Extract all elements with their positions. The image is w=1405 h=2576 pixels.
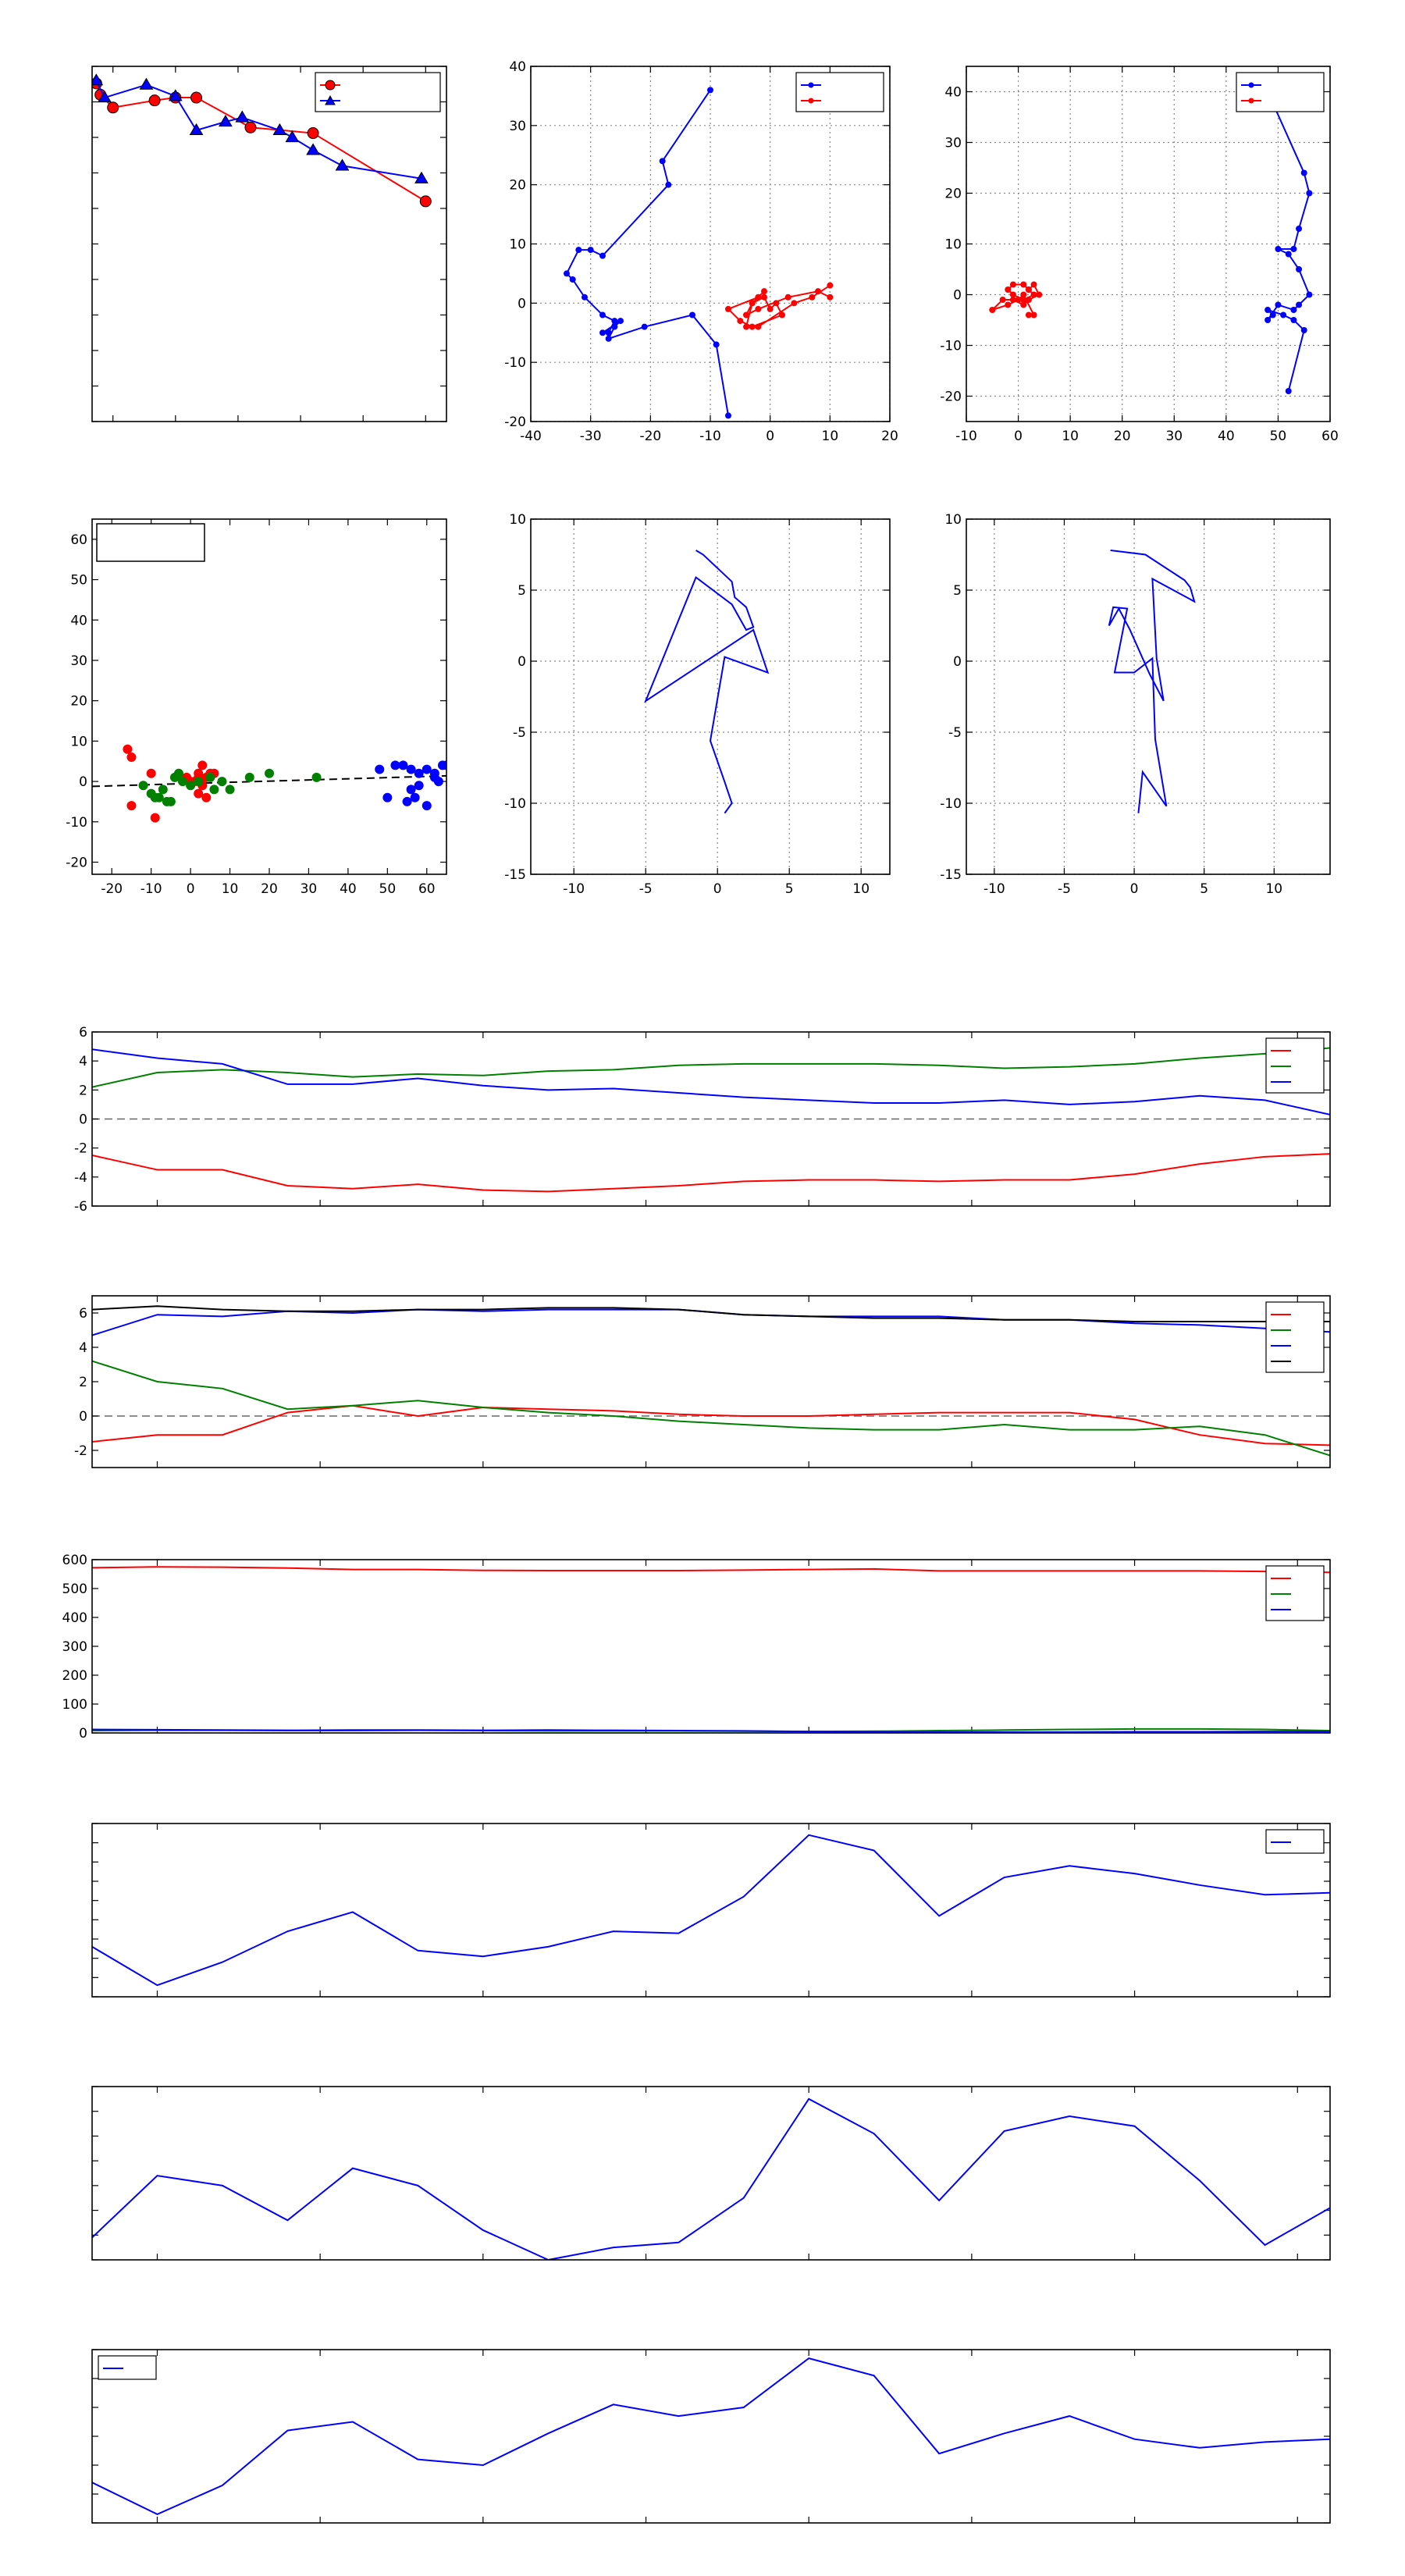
legend: [796, 73, 884, 112]
chart-hodo2: [940, 66, 1339, 444]
data-point: [245, 773, 254, 782]
series-line-|B|: [92, 1306, 1330, 1322]
plot-area: [989, 89, 1312, 395]
data-point: [564, 270, 570, 276]
data-point: [158, 785, 168, 794]
data-point: [1286, 251, 1292, 258]
data-point: [713, 341, 720, 347]
legend: [1236, 73, 1324, 112]
y-tick-label: 200: [62, 1668, 87, 1684]
y-tick-label: 6: [79, 1025, 87, 1041]
data-point: [737, 318, 743, 324]
x-tick-label: 40: [340, 881, 357, 897]
data-point: [126, 801, 136, 810]
data-point: [1270, 312, 1276, 318]
x-tick-label: -40: [520, 429, 542, 444]
data-point: [1290, 317, 1297, 323]
axes-frame: [92, 1560, 1330, 1733]
data-point: [1026, 286, 1032, 293]
chart-hodo1: [504, 59, 898, 444]
y-tick-label: 2: [79, 1375, 87, 1390]
data-point: [827, 283, 833, 289]
data-point: [194, 769, 203, 778]
y-tick-label: 0: [953, 654, 962, 670]
data-point: [382, 793, 392, 802]
chart-hodo4: [940, 512, 1330, 897]
data-point: [191, 92, 202, 103]
x-tick-label: 0: [1129, 881, 1139, 897]
y-tick-label: 0: [79, 1112, 87, 1128]
legend-box: [796, 73, 884, 112]
data-point: [336, 159, 348, 170]
y-tick-label: -2: [74, 1443, 87, 1459]
y-tick-label: -10: [504, 796, 526, 812]
y-tick-label: 10: [509, 512, 526, 528]
legend: [98, 2356, 156, 2379]
axes-frame: [966, 519, 1330, 874]
data-point: [1010, 282, 1016, 288]
chart-tp: [90, 66, 446, 422]
data-point: [599, 312, 606, 318]
series-line-Bn: [92, 1049, 1330, 1115]
data-point: [1016, 297, 1022, 303]
y-tick-label: 20: [509, 177, 526, 194]
data-point: [151, 813, 160, 823]
y-tick-label: 30: [509, 118, 526, 134]
data-point: [1020, 292, 1026, 298]
data-point: [606, 329, 612, 336]
data-point: [217, 777, 226, 786]
data-point: [660, 158, 666, 164]
y-tick-label: 6: [79, 1306, 87, 1322]
y-tick-label: 40: [70, 613, 87, 629]
legend-marker: [325, 80, 335, 90]
data-point: [815, 288, 821, 294]
chart-beta: [92, 1823, 1330, 1997]
plot-area: [92, 1306, 1330, 1455]
x-tick-label: 50: [379, 881, 397, 897]
y-tick-label: -5: [513, 725, 526, 741]
data-point: [197, 760, 207, 770]
y-tick-label: 20: [70, 693, 87, 710]
legend: [1266, 1830, 1324, 1853]
data-point: [375, 765, 384, 774]
y-tick-label: 5: [518, 583, 526, 599]
data-point: [420, 196, 431, 207]
data-point: [430, 773, 439, 782]
chart-np: [92, 2087, 1330, 2260]
x-tick-label: -20: [101, 881, 123, 897]
data-point: [725, 306, 731, 312]
data-point: [743, 312, 749, 318]
data-point: [1026, 312, 1032, 318]
legend: [315, 73, 440, 112]
data-point: [1000, 297, 1006, 303]
x-tick-label: -20: [639, 429, 662, 444]
y-tick-label: -5: [948, 725, 962, 741]
y-tick-label: 10: [509, 237, 526, 253]
data-point: [749, 324, 756, 330]
legend-box: [315, 73, 440, 112]
data-point: [582, 294, 588, 301]
series-line-β_p: [92, 1835, 1330, 1985]
data-point: [725, 412, 731, 418]
y-tick-label: -20: [66, 855, 87, 871]
data-point: [767, 306, 774, 312]
data-point: [1296, 226, 1302, 232]
data-point: [785, 294, 791, 301]
data-point: [226, 785, 235, 794]
data-point: [1306, 190, 1312, 197]
x-tick-label: -10: [955, 429, 977, 444]
x-tick-label: 0: [1014, 429, 1023, 444]
y-tick-label: 30: [70, 653, 87, 669]
data-point: [1005, 286, 1011, 293]
data-point: [707, 87, 713, 93]
data-point: [308, 128, 318, 139]
data-point: [755, 324, 761, 330]
chart-mag_rtn: [74, 1025, 1330, 1215]
data-point: [205, 773, 215, 782]
y-tick-label: -15: [504, 867, 526, 883]
data-point: [236, 112, 248, 123]
data-point: [1264, 317, 1271, 323]
data-point: [749, 300, 756, 306]
data-point: [151, 793, 160, 802]
data-point: [1020, 302, 1026, 308]
data-point: [1296, 266, 1302, 272]
x-tick-label: 60: [1321, 429, 1339, 444]
data-point: [139, 781, 148, 790]
series-line-Vr: [92, 1567, 1330, 1572]
x-tick-label: -10: [563, 881, 585, 897]
data-point: [755, 306, 761, 312]
series-line-Np: [92, 2099, 1330, 2260]
data-point: [989, 307, 995, 313]
data-point: [1306, 292, 1312, 298]
y-tick-label: -10: [504, 355, 526, 372]
data-point: [773, 300, 779, 306]
x-tick-label: 60: [418, 881, 436, 897]
data-point: [140, 79, 152, 90]
data-point: [1286, 388, 1292, 394]
y-tick-label: 0: [79, 1409, 87, 1425]
data-point: [147, 769, 156, 778]
data-point: [761, 294, 767, 301]
x-tick-label: 30: [1165, 429, 1183, 444]
x-tick-label: 40: [1218, 429, 1235, 444]
x-tick-label: 20: [881, 429, 898, 444]
y-tick-label: 10: [944, 512, 962, 528]
y-tick-label: 300: [62, 1639, 87, 1655]
data-point: [1275, 246, 1281, 252]
y-tick-label: 0: [518, 296, 526, 312]
data-point: [149, 95, 160, 106]
x-tick-label: -5: [1057, 881, 1071, 897]
x-tick-label: 5: [1200, 881, 1209, 897]
y-tick-label: 0: [79, 774, 87, 791]
axes-frame: [92, 1823, 1330, 1997]
x-tick-label: 50: [1269, 429, 1287, 444]
x-tick-label: -10: [699, 429, 721, 444]
data-point: [743, 324, 749, 330]
y-tick-label: -10: [940, 796, 962, 812]
y-tick-label: 30: [944, 135, 962, 151]
data-point: [791, 300, 797, 306]
plot-area: [92, 2358, 1330, 2514]
data-point: [755, 294, 761, 301]
plot-area: [92, 1567, 1330, 1732]
data-point: [312, 773, 322, 782]
plot-area: [92, 1835, 1330, 1985]
y-tick-label: 0: [518, 654, 526, 670]
data-point: [588, 247, 594, 253]
y-tick-label: 50: [70, 572, 87, 589]
x-tick-label: 20: [261, 881, 278, 897]
data-point: [194, 777, 203, 786]
data-point: [209, 785, 219, 794]
data-point: [1301, 170, 1307, 176]
y-tick-label: 100: [62, 1697, 87, 1713]
data-point: [611, 324, 617, 330]
data-point: [1290, 307, 1297, 313]
x-tick-label: 20: [1113, 429, 1131, 444]
data-point: [1301, 327, 1307, 333]
plot-area: [92, 1048, 1330, 1191]
plot-area: [646, 550, 767, 813]
data-point: [689, 312, 695, 318]
chart-tp_temp: [92, 2350, 1330, 2523]
stats-box: [97, 524, 205, 561]
axes-frame: [92, 66, 446, 422]
legend-box: [1236, 73, 1324, 112]
x-tick-label: -10: [140, 881, 162, 897]
data-point: [1020, 282, 1026, 288]
legend-marker: [1249, 83, 1254, 88]
data-point: [307, 144, 319, 155]
data-point: [123, 745, 132, 754]
plot-area: [564, 87, 833, 418]
data-point: [779, 312, 785, 318]
chart-mag_fr: [74, 1296, 1330, 1468]
data-point: [108, 102, 119, 113]
y-tick-label: -20: [504, 415, 526, 430]
y-tick-label: 40: [509, 59, 526, 75]
data-point: [761, 288, 767, 294]
legend: [1266, 1302, 1324, 1372]
data-point: [201, 793, 211, 802]
data-point: [570, 276, 576, 283]
data-point: [1275, 302, 1281, 308]
x-tick-label: 10: [821, 429, 839, 444]
x-tick-label: 10: [852, 881, 870, 897]
data-point: [1026, 297, 1032, 303]
plot-area: [92, 2099, 1330, 2260]
y-tick-label: 2: [79, 1083, 87, 1099]
data-point: [411, 793, 420, 802]
x-tick-label: -10: [983, 881, 1005, 897]
y-tick-label: 10: [944, 237, 962, 253]
series-line-V_remaining: [728, 286, 830, 327]
data-point: [599, 253, 606, 259]
data-point: [422, 801, 432, 810]
data-point: [1290, 246, 1297, 252]
y-tick-label: -10: [940, 338, 962, 354]
data-point: [1264, 307, 1271, 313]
data-point: [126, 753, 136, 762]
y-tick-label: 4: [79, 1054, 87, 1070]
y-tick-label: 500: [62, 1582, 87, 1597]
data-point: [265, 769, 274, 778]
series-line-Bz': [92, 1310, 1330, 1336]
axes-frame: [92, 2087, 1330, 2260]
data-point: [286, 131, 298, 142]
series-line-path: [646, 550, 767, 813]
data-point: [414, 781, 424, 790]
plot-area: [92, 745, 451, 823]
data-point: [575, 247, 582, 253]
data-point: [611, 318, 617, 324]
y-tick-label: 4: [79, 1340, 87, 1356]
x-tick-label: 0: [186, 881, 195, 897]
y-tick-label: 5: [953, 583, 962, 599]
chart-walen: [66, 519, 451, 897]
y-tick-label: 60: [70, 532, 87, 548]
y-tick-label: -10: [66, 814, 87, 831]
data-point: [1296, 302, 1302, 308]
y-tick-label: -4: [74, 1169, 87, 1186]
axes-frame: [92, 2350, 1330, 2523]
x-tick-label: 30: [300, 881, 318, 897]
series-line-Tp: [92, 2358, 1330, 2514]
data-point: [809, 294, 815, 301]
data-point: [642, 324, 648, 330]
x-tick-label: 0: [766, 429, 775, 444]
data-point: [617, 318, 624, 324]
y-tick-label: 20: [944, 186, 962, 202]
series-line-By': [92, 1361, 1330, 1456]
y-tick-label: 600: [62, 1553, 87, 1568]
x-tick-label: -5: [638, 881, 653, 897]
legend: [1266, 1038, 1324, 1093]
y-tick-label: 40: [944, 84, 962, 101]
y-tick-label: 0: [953, 287, 962, 304]
data-point: [665, 182, 671, 188]
series-line-Bx': [92, 1406, 1330, 1446]
x-tick-label: 5: [784, 881, 794, 897]
legend-marker: [1249, 98, 1254, 104]
chart-hodo3: [504, 512, 890, 897]
axes-frame: [92, 519, 446, 874]
legend: [1266, 1566, 1324, 1621]
data-point: [245, 122, 256, 133]
data-point: [1005, 302, 1011, 308]
data-point: [1280, 312, 1286, 318]
data-point: [827, 294, 833, 301]
data-point: [1036, 292, 1042, 298]
chart-vsw: [62, 1553, 1330, 1742]
x-tick-label: -30: [579, 429, 602, 444]
x-tick-label: 10: [221, 881, 239, 897]
x-tick-label: 10: [1062, 429, 1079, 444]
y-tick-label: -6: [74, 1199, 87, 1215]
y-tick-label: 400: [62, 1610, 87, 1626]
data-point: [606, 336, 612, 342]
series-line-B/√μ₀ρ: [1268, 92, 1309, 392]
data-point: [599, 329, 606, 336]
x-tick-label: 0: [713, 881, 722, 897]
y-tick-label: 0: [79, 1726, 87, 1742]
data-point: [1031, 282, 1037, 288]
y-tick-label: -15: [940, 867, 962, 883]
legend-marker: [809, 98, 814, 104]
legend-marker: [809, 83, 814, 88]
data-point: [174, 769, 183, 778]
series-line-Br: [92, 1154, 1330, 1191]
axes-frame: [531, 519, 890, 874]
y-tick-label: 10: [70, 734, 87, 750]
y-tick-label: -20: [940, 389, 962, 405]
x-tick-label: 10: [1265, 881, 1283, 897]
data-point: [166, 797, 176, 806]
y-tick-label: -2: [74, 1140, 87, 1157]
